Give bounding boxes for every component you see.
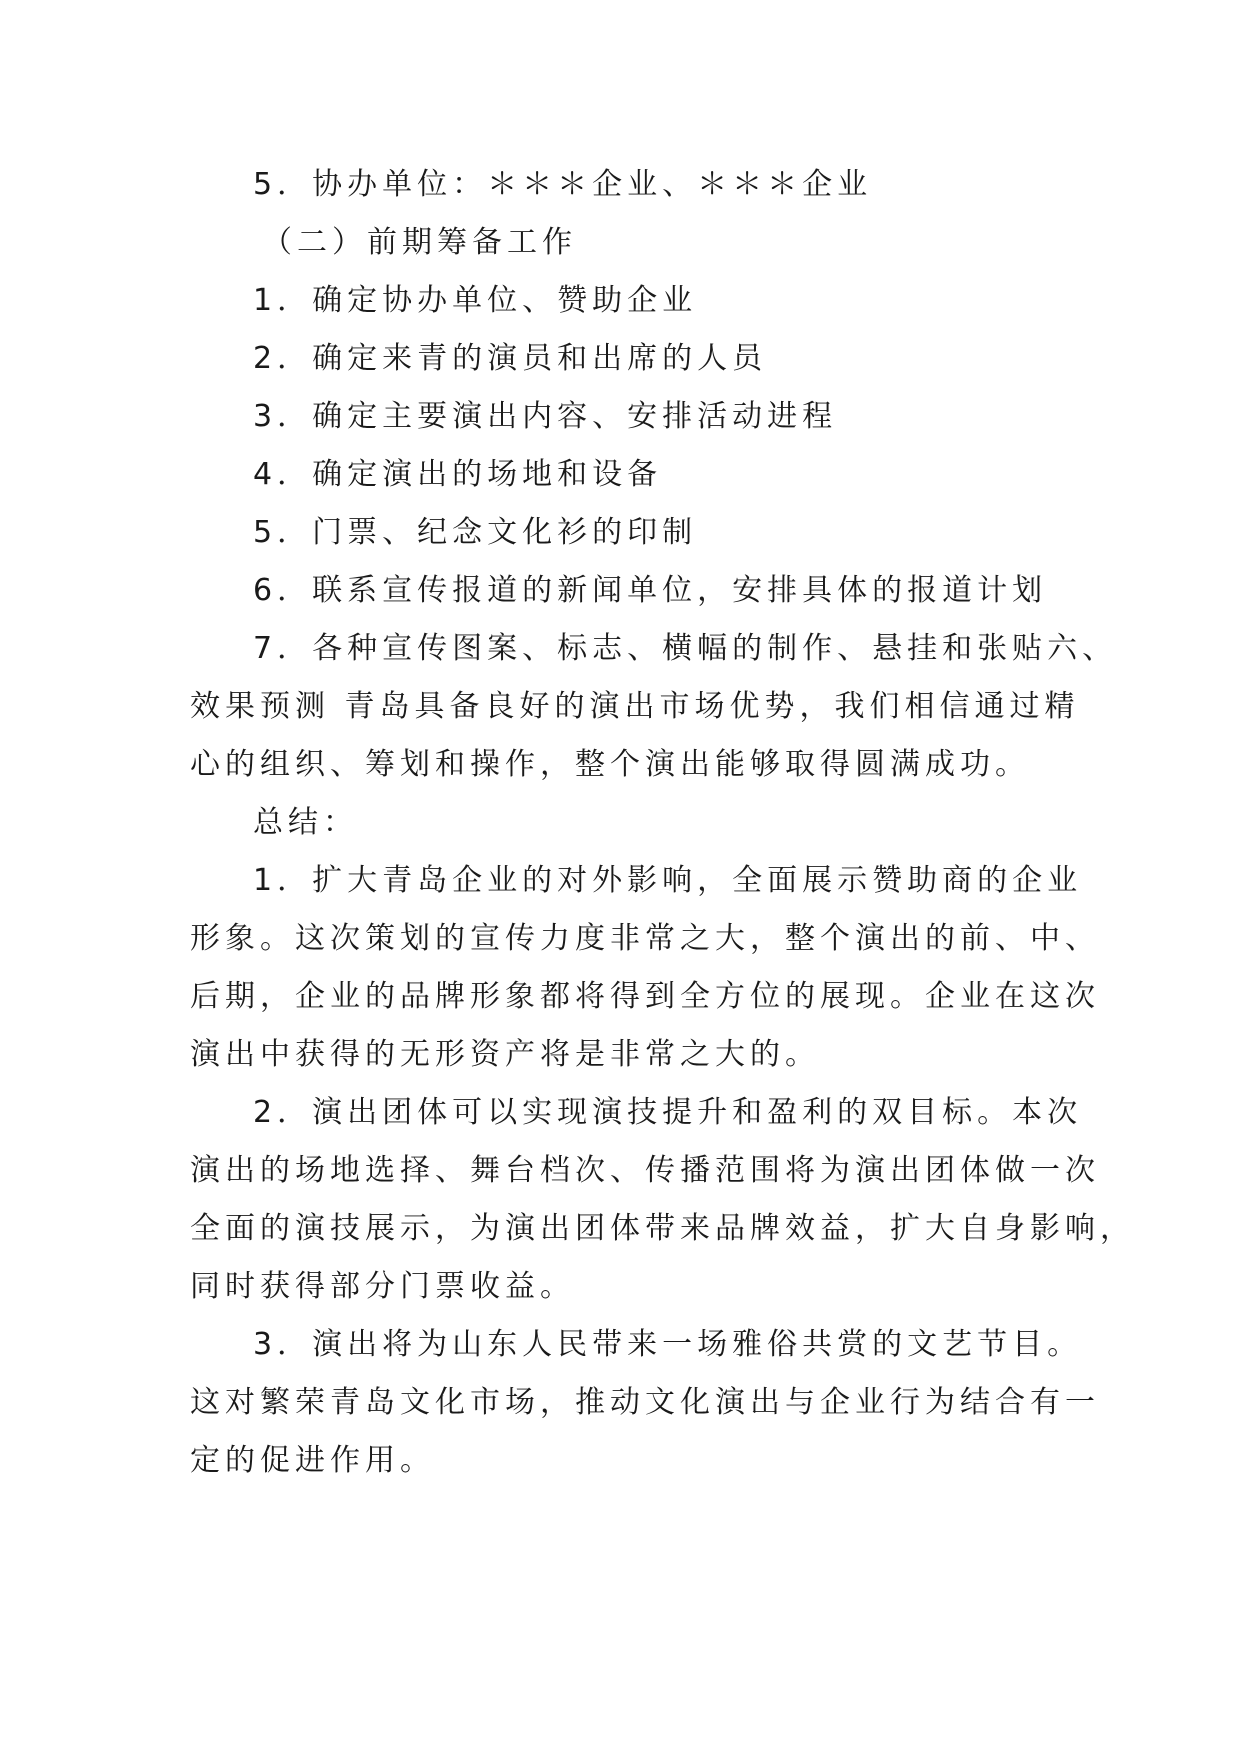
text-line: 同时获得部分门票收益。 <box>190 1269 575 1304</box>
text-line: 1．扩大青岛企业的对外影响，全面展示赞助商的企业 <box>253 863 1083 898</box>
section-heading: （二）前期筹备工作 <box>262 225 577 260</box>
text-line: 后期，企业的品牌形象都将得到全方位的展现。企业在这次 <box>190 979 1100 1014</box>
summary-heading: 总结： <box>253 805 358 840</box>
text-line: 定的促进作用。 <box>190 1443 435 1478</box>
text-line: 形象。这次策划的宣传力度非常之大，整个演出的前、中、 <box>190 921 1100 956</box>
text-line: 5．协办单位：＊＊＊企业、＊＊＊企业 <box>253 167 873 202</box>
text-line: 效果预测 青岛具备良好的演出市场优势，我们相信通过精 <box>190 689 1080 724</box>
text-line: 全面的演技展示，为演出团体带来品牌效益，扩大自身影响， <box>190 1211 1135 1246</box>
text-line: 3．演出将为山东人民带来一场雅俗共赏的文艺节目。 <box>253 1327 1083 1362</box>
text-line: 7．各种宣传图案、标志、横幅的制作、悬挂和张贴六、 <box>253 631 1118 666</box>
text-line: 这对繁荣青岛文化市场，推动文化演出与企业行为结合有一 <box>190 1385 1100 1420</box>
text-line: 5．门票、纪念文化衫的印制 <box>253 515 698 550</box>
text-line: 6．联系宣传报道的新闻单位，安排具体的报道计划 <box>253 573 1048 608</box>
text-line: 心的组织、筹划和操作，整个演出能够取得圆满成功。 <box>190 747 1030 782</box>
text-line: 演出的场地选择、舞台档次、传播范围将为演出团体做一次 <box>190 1153 1100 1188</box>
text-line: 3．确定主要演出内容、安排活动进程 <box>253 399 838 434</box>
text-line: 2．演出团体可以实现演技提升和盈利的双目标。本次 <box>253 1095 1083 1130</box>
text-line: 1．确定协办单位、赞助企业 <box>253 283 698 318</box>
text-line: 2．确定来青的演员和出席的人员 <box>253 341 768 376</box>
text-line: 4．确定演出的场地和设备 <box>253 457 663 492</box>
text-line: 演出中获得的无形资产将是非常之大的。 <box>190 1037 820 1072</box>
